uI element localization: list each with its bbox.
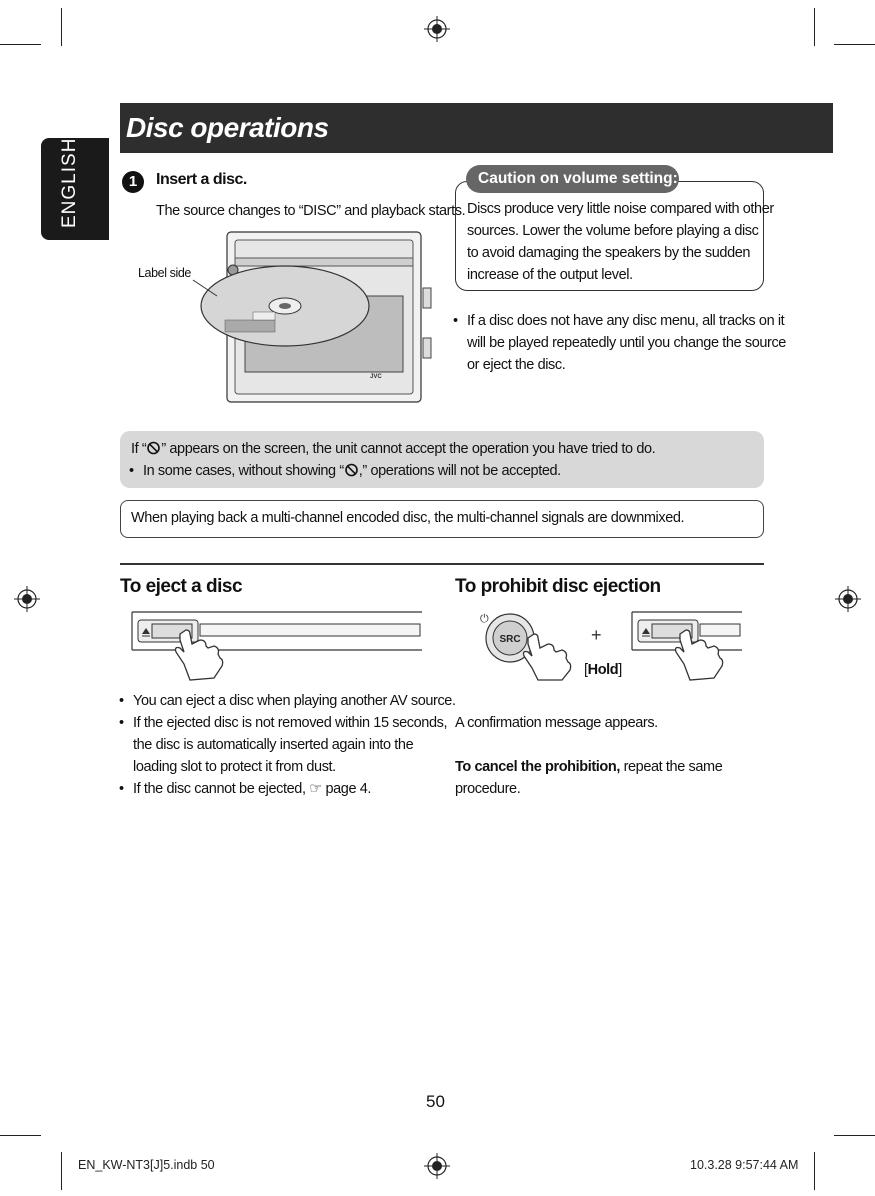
cancel-bold: To cancel the prohibition, — [455, 759, 620, 775]
note-text: In some cases, without showing “ — [143, 463, 344, 479]
confirm-text: A confirmation message appears. — [455, 715, 658, 731]
page-number: 50 — [426, 1092, 445, 1111]
hold-label — [584, 659, 622, 681]
registration-mark-icon — [14, 586, 40, 612]
disc-insert-illustration — [135, 228, 435, 408]
eject-bullet-line: the disc is automatically inserted again into the — [133, 737, 414, 753]
caution-line: sources. Lower the volume before playing a disc — [467, 223, 759, 239]
hold-bracket: [ — [584, 662, 588, 678]
caution-line: increase of the output level. — [467, 267, 633, 283]
power-icon: ⏻ — [480, 613, 489, 625]
section-divider — [120, 563, 764, 565]
step-text: The source changes to “DISC” and playback starts. — [156, 203, 466, 219]
src-label: SRC — [499, 634, 521, 645]
crop-mark — [814, 1152, 815, 1190]
cancel-line2: procedure. — [455, 781, 521, 797]
prohibit-note-line2 — [143, 460, 561, 482]
eject-button-illustration — [128, 608, 422, 682]
crop-mark — [834, 1135, 875, 1136]
eject-bullet-line: • If the disc cannot be ejected, ☞ page 4. — [133, 781, 372, 797]
caution-line: to avoid damaging the speakers by the sudden — [467, 245, 751, 261]
note-line: or eject the disc. — [467, 357, 566, 373]
note-text: ” appears on the screen, the unit cannot accept the operation you have tried to do. — [161, 441, 656, 457]
prohibit-note-line1 — [131, 438, 655, 460]
prohibited-icon — [344, 463, 359, 477]
footer-file: EN_KW-NT3[J]5.indb 50 — [78, 1158, 215, 1172]
eject-heading: To eject a disc — [120, 576, 243, 597]
note-text: If “ — [131, 441, 147, 457]
language-tab — [41, 138, 109, 240]
step-number: 1 — [122, 171, 144, 193]
crop-mark — [0, 44, 41, 45]
crop-mark — [61, 8, 62, 46]
crop-mark — [61, 1152, 62, 1190]
eject-bullet-line: • If the ejected disc is not removed within 15 seconds, — [133, 715, 448, 731]
crop-mark — [814, 8, 815, 46]
caution-text — [467, 198, 774, 286]
figure-label: Label side — [138, 266, 191, 280]
note-line: will be played repeatedly until you change the source — [467, 335, 786, 351]
cancel-text — [455, 756, 722, 800]
downmix-note: When playing back a multi-channel encoded disc, the multi-channel signals are downmixed. — [131, 510, 685, 526]
eject-bullet-line: loading slot to protect it from dust. — [133, 759, 336, 775]
footer-timestamp: 10.3.28 9:57:44 AM — [690, 1158, 799, 1172]
plus-sign: + — [591, 625, 602, 645]
eject-bullet — [133, 690, 456, 712]
caution-line: Discs produce very little noise compared with other — [467, 201, 774, 217]
hold-text: Hold — [587, 662, 619, 678]
prohibited-icon — [146, 441, 161, 455]
brand-logo: JVC — [370, 374, 382, 380]
language-tab-label: ENGLISH — [59, 137, 80, 228]
prohibit-heading: To prohibit disc ejection — [455, 576, 661, 597]
note-text: ,” operations will not be accepted. — [358, 463, 561, 479]
registration-mark-icon — [424, 1153, 450, 1179]
registration-mark-icon — [835, 586, 861, 612]
note-line: • If a disc does not have any disc menu, all tracks on it — [467, 313, 785, 329]
crop-mark — [834, 44, 875, 45]
src-button-illustration — [476, 608, 580, 682]
section-title-bar — [120, 103, 833, 153]
disc-menu-note — [467, 310, 786, 376]
eject-bullet-line: • You can eject a disc when playing another AV source. — [133, 693, 456, 709]
cancel-rest: repeat the same — [619, 759, 723, 775]
page-title: Disc operations — [126, 112, 329, 143]
registration-mark-icon — [424, 16, 450, 42]
crop-mark — [0, 1135, 41, 1136]
caution-title: Caution on volume setting: — [478, 170, 678, 187]
hold-bracket: ] — [618, 662, 622, 678]
eject-button-illustration — [628, 608, 742, 682]
eject-bullet — [133, 778, 371, 800]
eject-bullet — [133, 712, 447, 778]
caution-tab — [466, 165, 679, 193]
step-heading: Insert a disc. — [156, 171, 247, 188]
